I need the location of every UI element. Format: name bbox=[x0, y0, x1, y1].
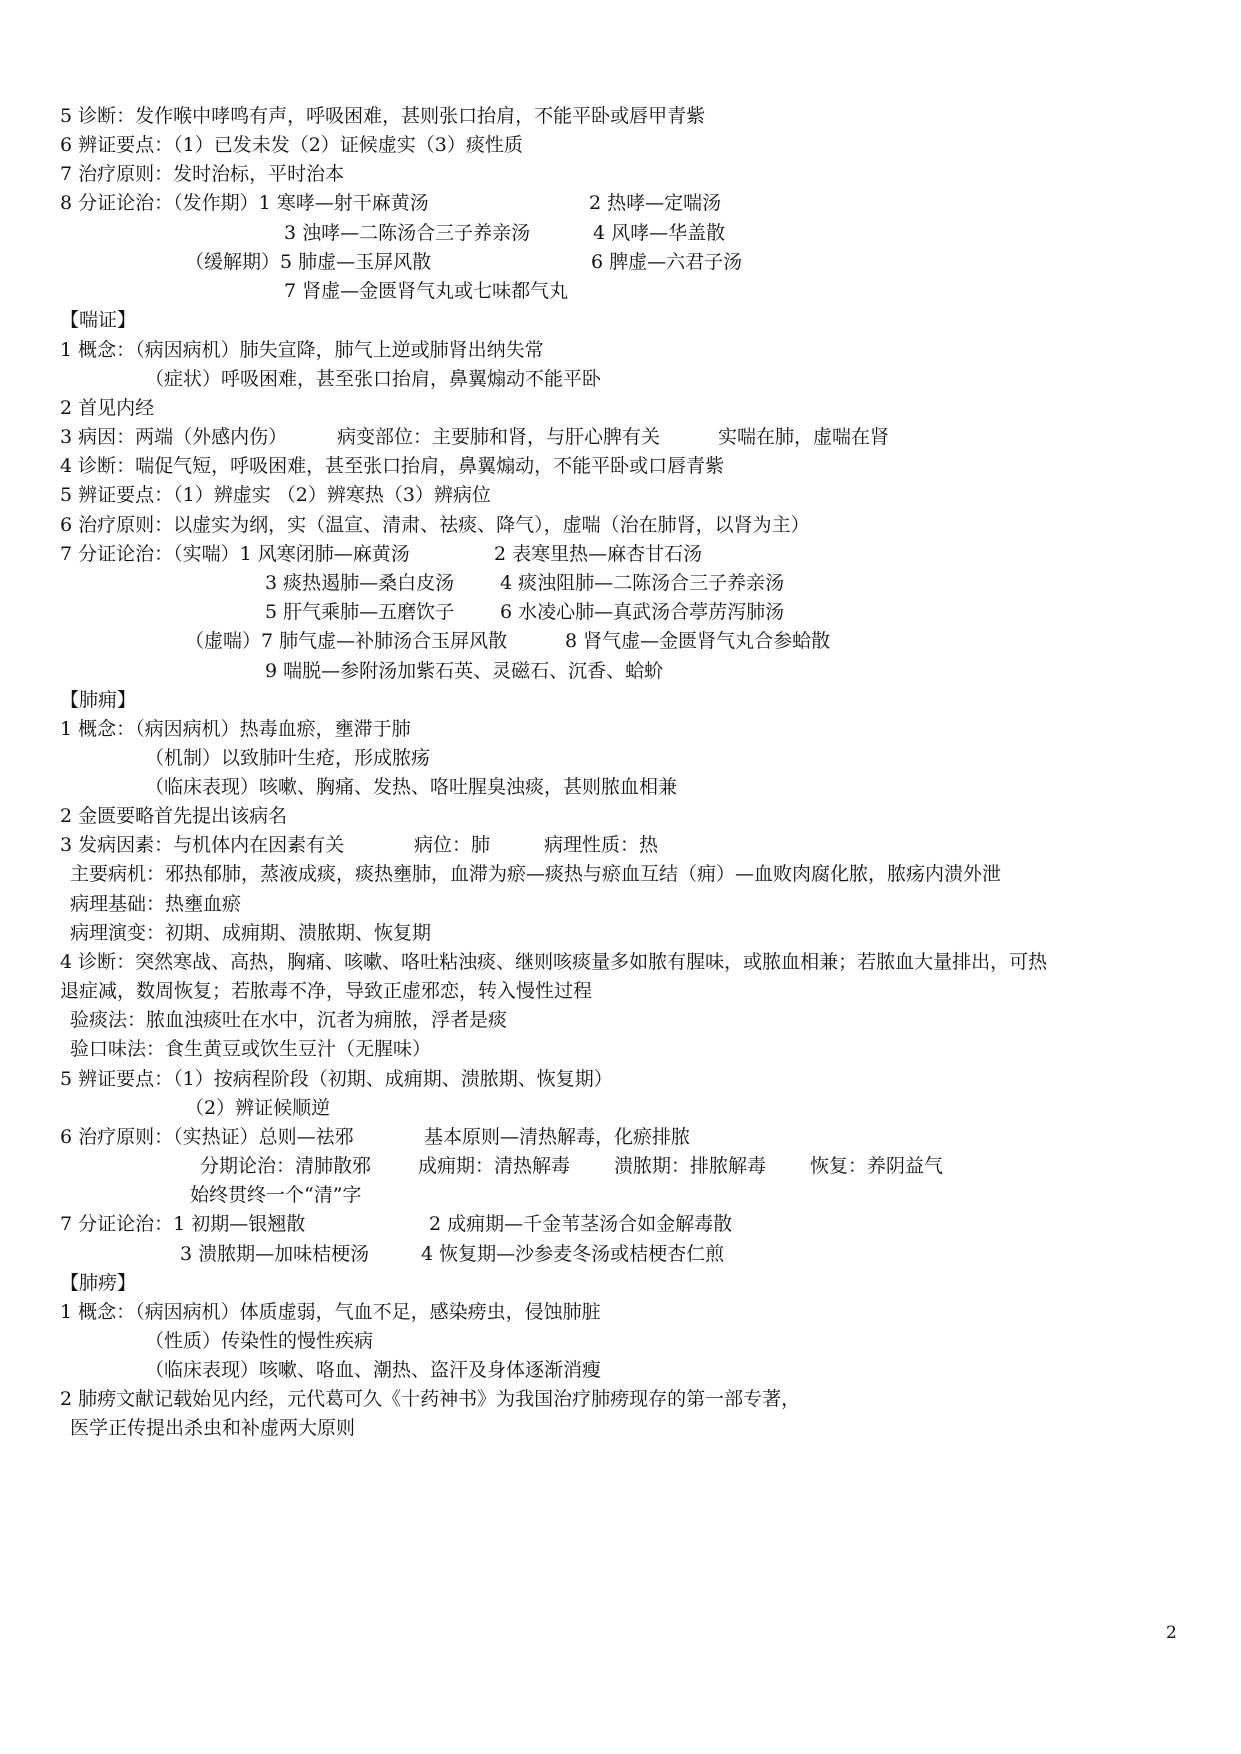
text-line: （机制）以致肺叶生疮，形成脓疡 bbox=[145, 747, 431, 769]
text-line: 2 首见内经 bbox=[60, 397, 155, 419]
text-line: 5 辨证要点：（1）辨虚实 （2）辨寒热（3）辨病位 bbox=[60, 484, 491, 506]
text-line: 病理基础：热壅血瘀 bbox=[70, 893, 242, 915]
text-line: 5 辨证要点：（1）按病程阶段（初期、成痈期、溃脓期、恢复期） bbox=[60, 1068, 613, 1090]
text-line: 恢复：养阴益气 bbox=[810, 1155, 944, 1177]
text-line: 6 治疗原则：以虚实为纲，实（温宣、清肃、祛痰、降气），虚喘（治在肺肾，以肾为主） bbox=[60, 514, 810, 536]
text-line: 病理性质：热 bbox=[544, 834, 659, 856]
text-line: 8 分证论治：（发作期）1 寒哮—射干麻黄汤 bbox=[60, 192, 429, 214]
text-line: 7 分证论治：（实喘）1 风寒闭肺—麻黄汤 bbox=[60, 543, 410, 565]
text-line: 3 发病因素：与机体内在因素有关 bbox=[60, 834, 345, 856]
text-line: 2 表寒里热—麻杏甘石汤 bbox=[494, 543, 703, 565]
text-line: （临床表现）咳嗽、胸痛、发热、咯吐腥臭浊痰，甚则脓血相兼 bbox=[145, 776, 678, 798]
text-line: 3 浊哮—二陈汤合三子养亲汤 bbox=[284, 222, 531, 244]
text-line: 成痈期：清热解毒 bbox=[418, 1155, 571, 1177]
text-line: 5 诊断：发作喉中哮鸣有声，呼吸困难，甚则张口抬肩，不能平卧或唇甲青紫 bbox=[60, 105, 706, 127]
text-line: （2）辨证候顺逆 bbox=[185, 1097, 331, 1119]
text-line: 7 分证论治：1 初期—银翘散 bbox=[60, 1213, 306, 1235]
text-line: 2 肺痨文献记载始见内经，元代葛可久《十药神书》为我国治疗肺痨现存的第一部专著， bbox=[60, 1388, 801, 1410]
text-line: 8 肾气虚—金匮肾气丸合参蛤散 bbox=[565, 630, 831, 652]
text-line: 6 水凌心肺—真武汤合葶苈泻肺汤 bbox=[500, 601, 785, 623]
text-line: 1 概念：（病因病机）体质虚弱，气血不足，感染痨虫，侵蚀肺脏 bbox=[60, 1301, 601, 1323]
text-line: 7 治疗原则：发时治标，平时治本 bbox=[60, 163, 345, 185]
text-line: 始终贯终一个“清”字 bbox=[190, 1184, 362, 1206]
text-line: 2 成痈期—千金苇茎汤合如金解毒散 bbox=[429, 1213, 733, 1235]
text-line: 验口味法：食生黄豆或饮生豆汁（无腥味） bbox=[70, 1038, 432, 1060]
text-line: 【肺痨】 bbox=[60, 1272, 137, 1294]
text-line: 主要病机：邪热郁肺，蒸液成痰，痰热壅肺，血滞为瘀—痰热与瘀血互结（痈）—血败肉腐化脓，脓疡内溃外泄 bbox=[70, 863, 1002, 885]
text-line: 6 辨证要点：（1）已发未发（2）证候虚实（3）痰性质 bbox=[60, 134, 523, 156]
text-line: 4 痰浊阻肺—二陈汤合三子养亲汤 bbox=[500, 572, 785, 594]
text-line: 4 恢复期—沙参麦冬汤或桔梗杏仁煎 bbox=[421, 1243, 725, 1265]
text-line: 6 治疗原则：（实热证）总则—祛邪 bbox=[60, 1126, 354, 1148]
text-line: （性质）传染性的慢性疾病 bbox=[145, 1330, 374, 1352]
text-line: 病理演变：初期、成痈期、溃脓期、恢复期 bbox=[70, 922, 432, 944]
text-line: 5 肝气乘肺—五磨饮子 bbox=[265, 601, 455, 623]
text-line: 退症减，数周恢复；若脓毒不净，导致正虚邪恋，转入慢性过程 bbox=[60, 980, 593, 1002]
text-line: 医学正传提出杀虫和补虚两大原则 bbox=[70, 1417, 356, 1439]
text-line: 【肺痈】 bbox=[60, 689, 137, 711]
text-line: 3 病因：两端（外感内伤） bbox=[60, 426, 288, 448]
text-line: （虚喘）7 肺气虚—补肺汤合玉屏风散 bbox=[185, 630, 508, 652]
text-line: 验痰法：脓血浊痰吐在水中，沉者为痈脓，浮者是痰 bbox=[70, 1009, 508, 1031]
text-line: 【喘证】 bbox=[60, 309, 137, 331]
text-line: 实喘在肺，虚喘在肾 bbox=[718, 426, 890, 448]
text-line: 2 金匮要略首先提出该病名 bbox=[60, 805, 288, 827]
text-line: 2 热哮—定喘汤 bbox=[589, 192, 722, 214]
text-line: 基本原则—清热解毒，化瘀排脓 bbox=[424, 1126, 691, 1148]
text-line: 1 概念：（病因病机）肺失宣降，肺气上逆或肺肾出纳失常 bbox=[60, 339, 544, 361]
text-line: 分期论治：清肺散邪 bbox=[200, 1155, 372, 1177]
text-line: 9 喘脱—参附汤加紫石英、灵磁石、沉香、蛤蚧 bbox=[265, 660, 664, 682]
text-line: 4 诊断：突然寒战、高热，胸痛、咳嗽、咯吐粘浊痰、继则咳痰量多如脓有腥味，或脓血相兼；若脓血大量排出，可热 bbox=[60, 951, 1048, 973]
text-line: 6 脾虚—六君子汤 bbox=[591, 251, 743, 273]
text-line: （缓解期）5 肺虚—玉屏风散 bbox=[185, 251, 432, 273]
text-line: 1 概念：（病因病机）热毒血瘀，壅滞于肺 bbox=[60, 718, 411, 740]
text-line: 3 痰热遏肺—桑白皮汤 bbox=[265, 572, 455, 594]
text-line: 4 诊断：喘促气短，呼吸困难，甚至张口抬肩，鼻翼煽动，不能平卧或口唇青紫 bbox=[60, 455, 725, 477]
text-line: 4 风哮—华盖散 bbox=[593, 222, 726, 244]
text-line: 溃脓期：排脓解毒 bbox=[614, 1155, 767, 1177]
text-line: 病变部位：主要肺和肾，与肝心脾有关 bbox=[337, 426, 661, 448]
text-line: 3 溃脓期—加味桔梗汤 bbox=[180, 1243, 370, 1265]
page-number: 2 bbox=[1166, 1623, 1177, 1643]
text-line: （症状）呼吸困难，甚至张口抬肩，鼻翼煽动不能平卧 bbox=[145, 368, 602, 390]
text-line: 7 肾虚—金匮肾气丸或七味都气丸 bbox=[284, 280, 569, 302]
text-line: （临床表现）咳嗽、咯血、潮热、盗汗及身体逐渐消瘦 bbox=[145, 1359, 602, 1381]
text-line: 病位：肺 bbox=[414, 834, 491, 856]
